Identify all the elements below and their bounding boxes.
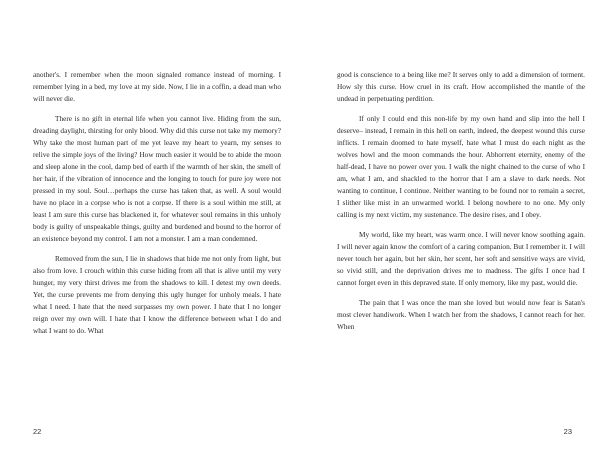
paragraph: The pain that I was once the man she loved but would now fear is Satan's most clever handiwork. When I watch her from the shadows, I cannot reach for her. When xyxy=(337,298,585,331)
paragraph: My world, like my heart, was warm once. I will never know soothing again. I will never again know the comfort of a caring companion. But I remember it. I will never touch her again, but her skin, her scent, her soft and sensitive ways are vivid, so vivid still, and the deprivation drives me to madness. The gifts I once had I cannot forget even in this depraved state. If only memory, like my past, would die. xyxy=(337,230,585,287)
right-page xyxy=(300,0,600,463)
paragraph: another's. I remember when the moon signaled romance instead of morning. I remember lying in a bed, my love at my side. Now, I lie in a coffin, a dead man who will never die. xyxy=(33,70,281,103)
paragraph: Removed from the sun, I lie in shadows that hide me not only from light, but also from love. I crouch within this curse hiding from all that is alive until my very hunger, my very thirst drives me from the shadows to kill. I detest my own deeds. Yet, the curse prevents me from denying this ugly hunger for unholy meals. I hate what I need. I hate that the need surpasses my own power. I hate that I no longer reign over my own will. I hate that I know the difference between what I do and what I want to do. What xyxy=(33,254,281,335)
page-number: 22 xyxy=(33,427,42,436)
left-page-text xyxy=(33,69,281,345)
paragraph: There is no gift in eternal life when you cannot live. Hiding from the sun, dreading daylight, thirsting for only blood. Why did this curse not take my memory? Why take the most human part of me yet leave my heart to yearn, my senses to relive the simple joys of the living? How much easier it would be to abide the moon and sleep alone in the cool, damp bed of earth if the warmth of her skin, the smell of her hair, if the vibration of innocence and the longing to touch for pure joy were not pressed in my soul. Soul…perhaps the curse has taken that, as well. A soul would have no place in a corpse who is not a corpse. If there is a soul within me still, at least I am sure this curse has blackened it, for whatever soul remains in this unholy body is guilty of unspeakable things, guilty and burdened and bound to the horror of an existence beyond my control. I am not a monster. I am a man condemned. xyxy=(33,114,281,243)
paragraph: good is conscience to a being like me? It serves only to add a dimension of torment. How sly this curse. How cruel in its craft. How accomplished the mantle of the undead in perpetuating perdition. xyxy=(337,70,585,103)
right-page-text xyxy=(337,69,585,341)
page-number: 23 xyxy=(563,427,572,436)
paragraph: If only I could end this non-life by my own hand and slip into the hell I deserve– instead, I remain in this hell on earth, indeed, the deepest wound this curse inflicts. I remain doomed to hate myself, hate what I must do each night as the wolves howl and the moon commands the hour. Abhorrent eternity, enemy of the half-dead, I have no power over you. I walk the night chained to the curse of who I am, what I am, and shackled to the horror that I am a slave to dark needs. Not wanting to continue, I continue. Neither wanting to be found nor to remain a secret, I slither like mist in an unwarmed world. I belong nowhere to no one. My only calling is my next victim, my sustenance. The desire rises, and I obey. xyxy=(337,114,585,219)
